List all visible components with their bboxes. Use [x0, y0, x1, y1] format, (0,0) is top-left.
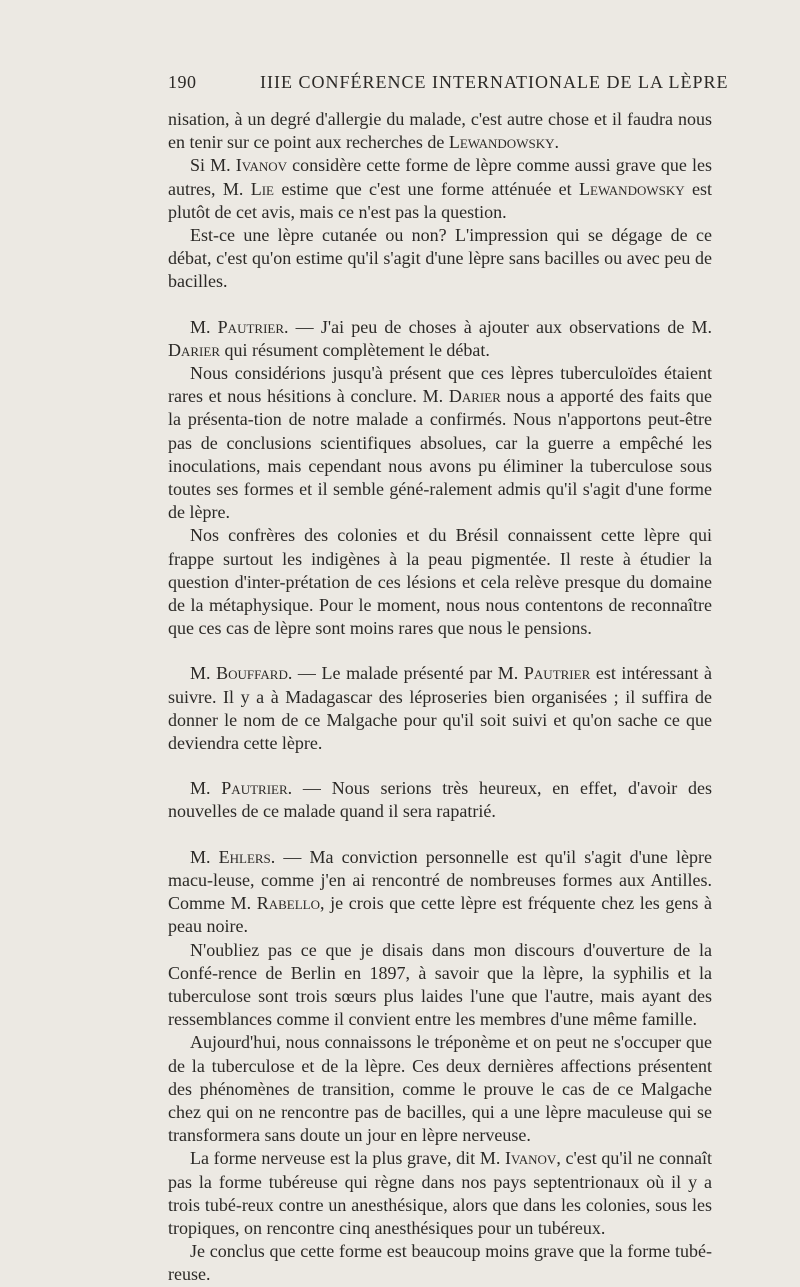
text-segment: nous a apporté des faits que la présenta-tion de notre malade a confirmés. Nous n'apportons peut-être pas de conclusions scientifiques absolues, car la guerre a empêché les inoculations, mais cependant nous avons pu éliminer la tuberculose sous toutes ses formes et il semble géné-ralement admis qu'il s'agit d'une forme de lèpre. — [168, 386, 712, 523]
text-segment: qui résument complètement le débat. — [220, 339, 490, 360]
author-name: Bouffard — [216, 663, 288, 684]
text-segment: est intéressant à suivre. Il y a à Madagascar des léproseries bien organisées ; il suffira de donner le nom de ce Malgache pour qu'il soit suivi et qu'on sache ce que deviendra cette lèpre. — [168, 663, 712, 754]
author-name: Rabello — [256, 893, 320, 914]
paragraph — [168, 224, 712, 294]
text-segment: est plutôt de cet avis, mais ce n'est pas la question. — [168, 178, 713, 222]
paragraph — [168, 362, 712, 524]
text-segment: Est-ce une lèpre cutanée ou non? L'impression qui se dégage de ce débat, c'est qu'on estime qu'il s'agit d'une lèpre sans bacilles ou avec peu de bacilles. — [168, 225, 712, 292]
text-segment: Nos confrères des colonies et du Brésil connaissent cette lèpre qui frappe surtout les indigènes à la peau pigmentée. Il reste à étudier la question d'inter-prétation de ces lésions et cela relève presque du domaine de la métaphysique. Pour le moment, nous nous contentons de reconnaître que ces cas de lèpre sont moins rares que nous le pensions. — [168, 525, 712, 639]
author-name: Darier — [168, 339, 220, 360]
paragraph — [168, 524, 712, 640]
author-name: Pautrier — [523, 663, 591, 684]
text-segment: M. — [190, 316, 218, 337]
page-header — [168, 72, 729, 98]
paragraph — [168, 1147, 712, 1240]
text-segment: nisation, à un degré d'allergie du malade, c'est autre chose et il faudra nous en tenir sur ce point aux recherches de — [168, 109, 712, 153]
author-name: Lie — [250, 178, 274, 199]
page-number: 190 — [168, 72, 197, 92]
author-name: Pautrier — [221, 778, 288, 799]
text-segment: Aujourd'hui, nous connaissons le tréponème et on peut ne s'occuper que de la tuberculose et de la lèpre. Ces deux dernières affections présentent des phénomènes de transition, comme le prouve le cas de ce Malgache chez qui on ne rencontre pas de bacilles, qui a une lèpre maculeuse qui se transformera sans doute un jour en lèpre nerveuse. — [168, 1032, 712, 1146]
text-segment: M. — [190, 663, 217, 684]
text-segment: . — J'ai peu de choses à ajouter aux observations de M. — [284, 316, 712, 337]
text-segment: considère cette forme de lèpre comme aussi grave que les autres, M. — [168, 155, 712, 199]
author-name: Lewandowsky — [448, 132, 555, 153]
text-segment: N'oubliez pas ce que je disais dans mon discours d'ouverture de la Confé-rence de Berlin en 1897, à savoir que la lèpre, la syphilis et la tuberculose sont trois sœurs plus laides l'une que l'autre, mais ayant des ressemblances comme il convient entre les membres d'une même famille. — [168, 939, 712, 1030]
text-segment: La forme nerveuse est la plus grave, dit M. — [190, 1148, 506, 1169]
paragraph — [168, 108, 712, 154]
text-segment: Si M. — [190, 155, 236, 176]
text-segment: . — Nous serions très heureux, en effet, d'avoir des nouvelles de ce malade quand il sera rapatrié. — [168, 778, 712, 822]
text-segment: Je conclus que cette forme est beaucoup moins grave que la forme tubé-reuse. — [168, 1241, 712, 1285]
author-name: Ehlers — [218, 846, 271, 867]
running-title: IIIE CONFÉRENCE INTERNATIONALE DE LA LÈPRE — [260, 72, 729, 92]
text-segment: M. — [190, 778, 222, 799]
paragraph — [168, 939, 712, 1032]
paragraph — [168, 1240, 712, 1286]
text-segment: Nous considérions jusqu'à présent que ces lèpres tuberculoïdes étaient rares et nous hésitions à conclure. M. — [168, 363, 712, 407]
author-name: Darier — [448, 386, 501, 407]
author-name: Ivanov — [505, 1148, 557, 1169]
text-segment: , je crois que cette lèpre est fréquente chez les gens à peau noire. — [168, 893, 712, 937]
paragraph — [168, 846, 712, 939]
body-text — [168, 108, 712, 1287]
author-name: Ivanov — [235, 155, 288, 176]
paragraph — [168, 777, 712, 823]
author-name: Lewandowsky — [579, 178, 685, 199]
paragraph — [168, 662, 712, 755]
author-name: Pautrier — [217, 316, 285, 337]
text-segment: estime que c'est une forme atténuée et — [273, 178, 580, 199]
text-segment: , c'est qu'il ne connaît pas la forme tubéreuse qui règne dans nos pays septentrionaux où il y a trois tubé-reux contre un anesthésique, alors que dans les colonies, sous les tropiques, on rencontre cinq anesthésiques pour un tubéreux. — [168, 1148, 712, 1238]
text-segment: . — Le malade présenté par M. — [287, 663, 524, 684]
paragraph — [168, 154, 712, 224]
paragraph — [168, 316, 712, 362]
text-segment: . — [554, 132, 559, 153]
text-segment: . — Ma conviction personnelle est qu'il s'agit d'une lèpre macu-leuse, comme j'en ai rencontré de nombreuses formes aux Antilles. Comme M. — [168, 846, 712, 914]
paragraph — [168, 1031, 712, 1147]
text-segment: M. — [190, 846, 219, 867]
